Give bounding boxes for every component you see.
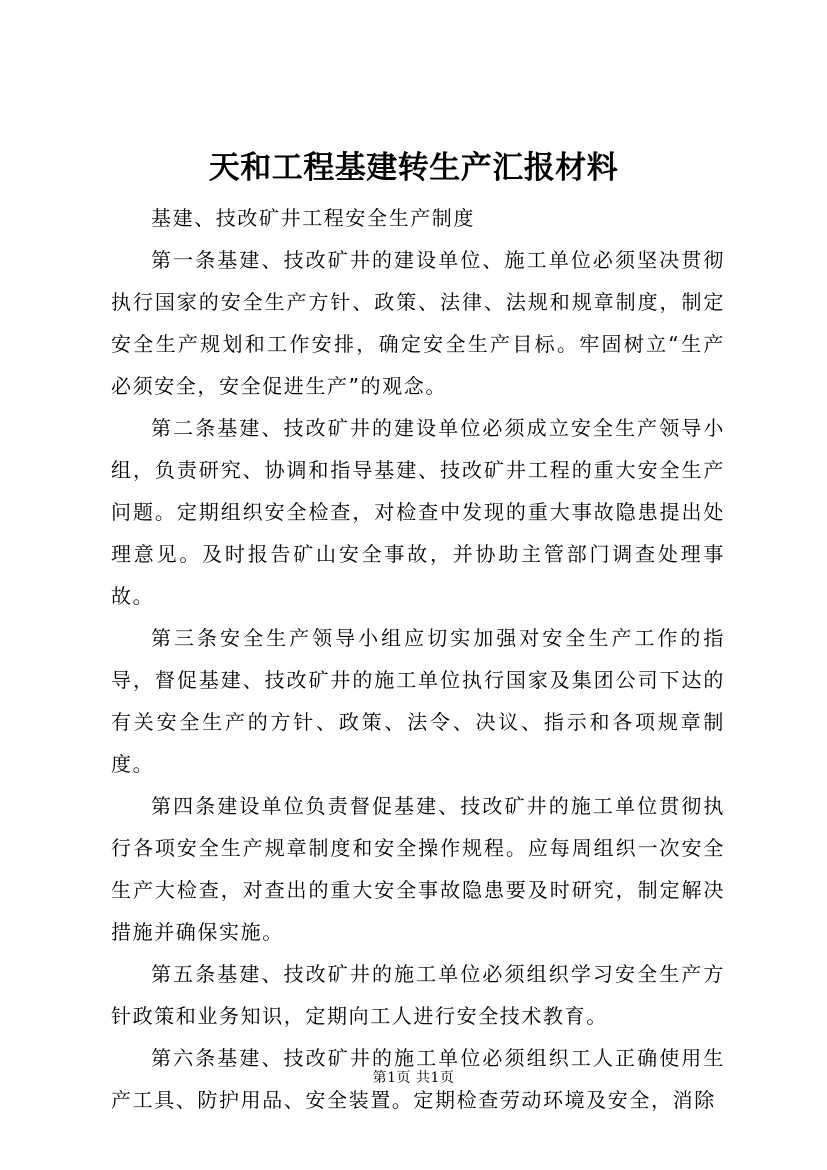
article-5-paragraph: 第五条基建、技改矿井的施工单位必须组织学习安全生产方针政策和业务知识，定期向工人进行安全技术教育。 [111, 962, 725, 1028]
article-1-paragraph: 第一条基建、技改矿井的建设单位、施工单位必须坚决贯彻执行国家的安全生产方针、政策、法律、法规和规章制度，制定安全生产规划和工作安排，确定安全生产目标。牢固树立“生产必须安全，安全促进生产”的观念。 [111, 248, 725, 398]
article-4-paragraph: 第四条建设单位负责督促基建、技改矿井的施工单位贯彻执行各项安全生产规章制度和安全操作规程。应每周组织一次安全生产大检查，对查出的重大安全事故隐患要及时研究，制定解决措施并确保实施。 [111, 794, 725, 944]
article-2-paragraph: 第二条基建、技改矿井的建设单位必须成立安全生产领导小组，负责研究、协调和指导基建、技改矿井工程的重大安全生产问题。定期组织安全检查，对检查中发现的重大事故隐患提出处理意见。及时报告矿山安全事故，并协助主管部门调查处理事故。 [111, 416, 725, 608]
article-3-paragraph: 第三条安全生产领导小组应切实加强对安全生产工作的指导，督促基建、技改矿井的施工单位执行国家及集团公司下达的有关安全生产的方针、政策、法令、决议、指示和各项规章制度。 [111, 626, 725, 776]
section-heading: 基建、技改矿井工程安全生产制度 [151, 206, 475, 230]
page-number-footer: 第1页 共1页 [372, 1070, 455, 1086]
document-body [111, 197, 725, 1121]
article-6-paragraph: 第六条基建、技改矿井的施工单位必须组织工人正确使用生产工具、防护用品、安全装置。定期检查劳动环境及安全，消除 [111, 1046, 725, 1112]
document-title: 天和工程基建转生产汇报材料 [208, 150, 619, 186]
